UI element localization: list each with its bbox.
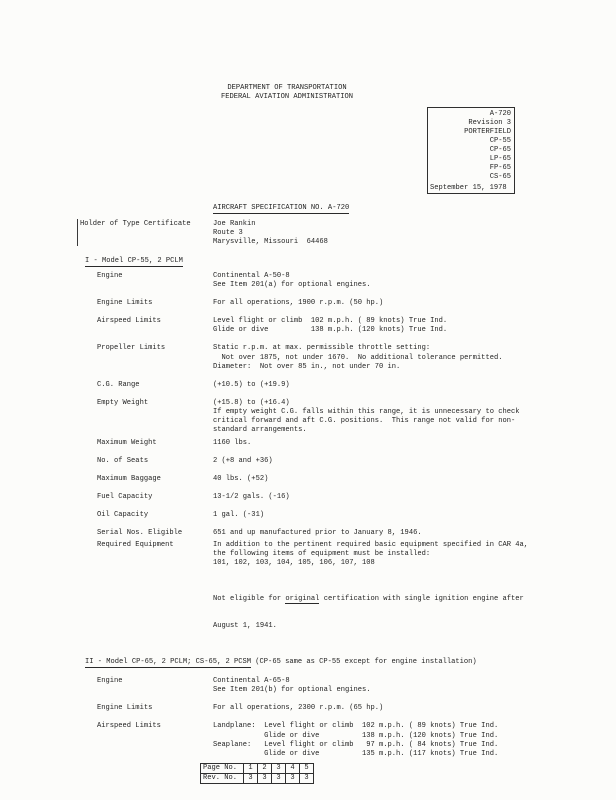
row-maximum-baggage — [0, 475, 616, 484]
note-pre: Not eligible for — [213, 594, 286, 603]
value-line: A-720 — [489, 110, 511, 118]
page-no-cell: 3 — [272, 763, 286, 773]
row-propeller-limits — [0, 344, 616, 371]
row-empty-weight — [0, 399, 616, 435]
rev-no-row — [201, 773, 314, 783]
row-engine-limits-2 — [0, 704, 616, 713]
value-line: Not over 1875, not under 1670. No additional tolerance permitted. — [213, 353, 503, 362]
row-engine-limits-1 — [0, 299, 616, 308]
spec-label: No. of Seats — [97, 457, 149, 466]
spec-value — [213, 722, 498, 758]
value-line: PORTERFIELD — [464, 128, 511, 136]
page-no-cell: 4 — [286, 763, 300, 773]
value-line: Marysville, Missouri 64468 — [213, 238, 328, 247]
value-line: the following items of equipment must be installed: — [213, 549, 431, 558]
value-line: (+15.8) to (+16.4) — [213, 398, 290, 407]
value-line: (+10.5) to (+19.9) — [213, 380, 290, 389]
value-line: See Item 201(b) for optional engines. — [213, 686, 371, 695]
note-line-1 — [213, 595, 524, 604]
value-line: Landplane: Level flight or climb 102 m.p.h. ( 89 knots) True Ind. — [213, 722, 499, 731]
value-line: Seaplane: Level flight or climb 97 m.p.h. ( 84 knots) True Ind. — [213, 740, 499, 749]
spec-value — [213, 317, 447, 335]
value-line: CP-55 — [489, 137, 511, 145]
value-line: Glide or dive 138 m.p.h. (120 knots) True Ind. — [213, 731, 499, 740]
spec-value — [213, 493, 290, 502]
page-no-cell: 1 — [244, 763, 258, 773]
value-line: LP-65 — [489, 155, 511, 163]
spec-label: Serial Nos. Eligible — [97, 529, 183, 538]
spec-value — [213, 511, 264, 520]
value-line: For all operations, 1900 r.p.m. (50 hp.) — [213, 299, 384, 308]
spec-label: Airspeed Limits — [97, 317, 161, 326]
row-serial-nos-eligible — [0, 529, 616, 538]
document-title-text: AIRCRAFT SPECIFICATION NO. A-720 — [213, 204, 350, 212]
spec-label: Maximum Baggage — [97, 475, 161, 484]
page-revision-table — [200, 763, 314, 784]
spec-label: Maximum Weight — [97, 438, 157, 447]
spec-value — [213, 299, 383, 308]
spec-label: Airspeed Limits — [97, 722, 161, 731]
spec-label-empty — [97, 577, 213, 649]
value-line: FP-65 — [489, 164, 511, 172]
spec-value — [213, 439, 251, 448]
spec-label: Empty Weight — [97, 398, 149, 407]
value-line: Diameter: Not over 85 in., not under 70 in. — [213, 362, 401, 371]
spec-label: Required Equipment — [97, 540, 174, 549]
page-no-row — [201, 763, 314, 773]
spec-label: Engine Limits — [97, 299, 153, 308]
agency-header-line2: FEDERAL AVIATION ADMINISTRATION — [221, 93, 353, 101]
row-eligibility-note — [0, 577, 616, 649]
section-2-heading-text: II - Model CP-65, 2 PCLM; CS-65, 2 PCSM — [85, 658, 251, 668]
spec-value — [213, 344, 502, 371]
section-2-heading — [85, 658, 616, 668]
value-line: critical forward and aft C.G. positions. This range not valid for non- — [213, 416, 516, 425]
value-line: CP-65 — [489, 146, 511, 154]
stamp-date: September 15, 1978 — [430, 184, 507, 192]
note-line-2: August 1, 1941. — [213, 621, 277, 630]
document-title — [213, 204, 349, 214]
value-line: Glide or dive 135 m.p.h. (117 knots) True Ind. — [213, 749, 499, 758]
value-line: Glide or dive 138 m.p.h. (120 knots) True Ind. — [213, 326, 448, 335]
rev-no-cell: 3 — [286, 773, 300, 783]
spec-label: C.G. Range — [97, 380, 140, 389]
section-1-heading-text: I - Model CP-55, 2 PCLM — [85, 257, 183, 267]
value-line: See Item 201(a) for optional engines. — [213, 281, 371, 290]
page-no-cell: 2 — [258, 763, 272, 773]
section-1-heading — [85, 257, 616, 267]
row-oil-capacity — [0, 511, 616, 520]
spec-label: Oil Capacity — [97, 511, 149, 520]
spec-body — [0, 257, 616, 784]
value-line: If empty weight C.G. falls within this range, it is unnecessary to check — [213, 407, 520, 416]
rev-no-cell: 3 — [244, 773, 258, 783]
spec-value — [213, 475, 268, 484]
type-certificate-holder — [0, 220, 328, 247]
spec-value — [213, 529, 422, 538]
holder-label: Holder of Type Certificate — [80, 220, 191, 228]
rev-no-cell: 3 — [258, 773, 272, 783]
spec-label: Engine Limits — [97, 704, 153, 713]
section-2-heading-rest: (CP-65 same as CP-55 except for engine installation) — [251, 658, 477, 667]
row-fuel-capacity — [0, 493, 616, 502]
value-line: Static r.p.m. at max. permissible throttle setting: — [213, 344, 431, 353]
agency-header-line1: DEPARTMENT OF TRANSPORTATION — [227, 84, 347, 92]
spec-label: Engine — [97, 677, 123, 686]
page-no-label: Page No. — [201, 763, 244, 773]
eligibility-note — [213, 577, 524, 649]
spec-label: Propeller Limits — [97, 344, 166, 353]
row-engine-1 — [0, 272, 616, 290]
value-line: 13-1/2 gals. (-16) — [213, 493, 290, 502]
value-line: 40 lbs. (+52) — [213, 475, 269, 484]
row-engine-2 — [0, 677, 616, 695]
rev-no-cell: 3 — [272, 773, 286, 783]
row-airspeed-limits-1 — [0, 317, 616, 335]
value-line: Revision 3 — [468, 119, 511, 127]
value-line: 651 and up manufactured prior to January 8, 1946. — [213, 529, 422, 538]
spec-value — [213, 704, 383, 713]
rev-no-cell: 3 — [300, 773, 314, 783]
value-line: 1 gal. (-31) — [213, 511, 265, 520]
stamp-lines — [430, 110, 511, 182]
value-line: Joe Rankin — [213, 220, 256, 228]
value-line: Continental A-50-8 — [213, 272, 290, 281]
spec-label: Fuel Capacity — [97, 493, 153, 502]
page-no-cell: 5 — [300, 763, 314, 773]
row-maximum-weight — [0, 439, 616, 448]
value-line: 1160 lbs. — [213, 438, 252, 447]
value-line: standard arrangements. — [213, 425, 307, 434]
spec-value — [213, 272, 371, 290]
revision-stamp-box — [427, 107, 515, 194]
spec-value — [213, 677, 371, 695]
spec-value — [213, 541, 528, 568]
spec-label: Engine — [97, 272, 123, 281]
value-line: For all operations, 2300 r.p.m. (65 hp.) — [213, 704, 384, 713]
note-underlined-word: original — [285, 594, 320, 603]
row-cg-range — [0, 381, 616, 390]
value-line: 101, 102, 103, 104, 105, 106, 107, 108 — [213, 558, 375, 567]
value-line: Continental A-65-8 — [213, 677, 290, 686]
spec-value — [213, 457, 273, 466]
value-line: 2 (+8 and +36) — [213, 457, 273, 466]
row-required-equipment — [0, 541, 616, 568]
rev-no-label: Rev. No. — [201, 773, 244, 783]
spec-value — [213, 399, 520, 435]
row-airspeed-limits-2 — [0, 722, 616, 758]
agency-header — [0, 84, 574, 102]
value-line: Route 3 — [213, 229, 243, 238]
holder-address — [213, 220, 328, 247]
value-line: Level flight or climb 102 m.p.h. ( 89 knots) True Ind. — [213, 317, 448, 326]
row-no-of-seats — [0, 457, 616, 466]
value-line: CS-65 — [489, 173, 511, 181]
value-line: In addition to the pertinent required basic equipment specified in CAR 4a, — [213, 540, 529, 549]
note-post: certification with single ignition engine after — [319, 594, 524, 603]
spec-value — [213, 381, 290, 390]
